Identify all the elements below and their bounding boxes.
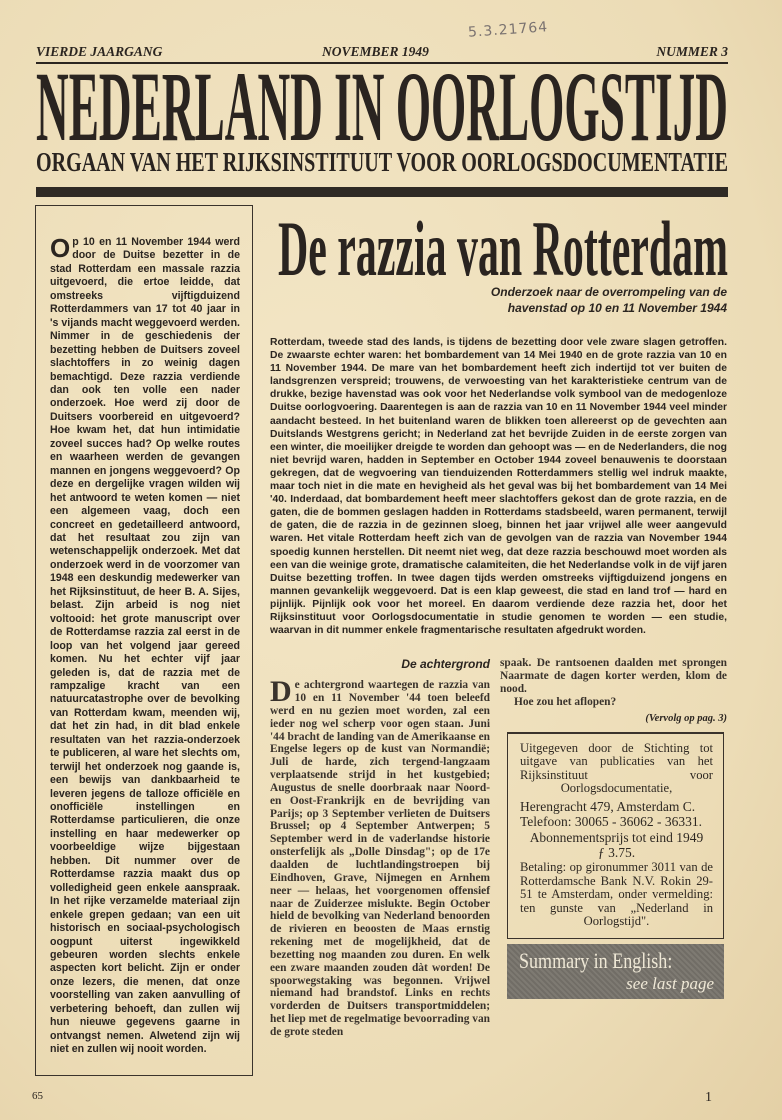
publisher-box <box>507 732 724 939</box>
tagline-text: ORGAAN VAN HET RIJKSINSTITUUT VOOR OORLOGSDOCUMENTATIE <box>36 148 728 176</box>
volume-label: VIERDE JAARGANG <box>36 44 163 59</box>
subtitle-line: Onderzoek naar de overrompeling van de <box>490 285 727 299</box>
article-columns <box>270 657 727 1039</box>
page-footer <box>32 1090 724 1120</box>
publisher-address: Herengracht 479, Amsterdam C. <box>520 798 696 814</box>
subtitle-line: havenstad op 10 en 11 November 1944 <box>507 300 727 315</box>
masthead-title: NEDERLAND IN OORLOGSTIJD <box>36 66 728 144</box>
section-column-2 <box>500 657 727 708</box>
article-subtitle <box>270 285 727 316</box>
article-title <box>278 215 728 279</box>
section-column-1-wrap <box>270 657 490 1039</box>
section-drop-cap: D <box>270 675 292 709</box>
intro-drop-cap: O <box>50 233 71 263</box>
handwritten-archive-code: 5.3.21764 <box>467 19 549 41</box>
payment-info: Betaling: op gironummer 3011 van de Rotterdamsche Bank N.V. Rokin 29-51 te Amsterdam, onder vermelding: ten gunste van „Nederland in Oorlogstijd". <box>520 859 713 929</box>
article-title-text: De razzia van Rotterdam <box>278 215 728 279</box>
page-number-right: 1 <box>705 1089 712 1105</box>
subscription-price: ƒ 3.75. <box>597 845 636 861</box>
section-heading: De achtergrond <box>401 657 490 672</box>
article-lead: Rotterdam, tweede stad des lands, is tijdens de bezetting door vele zware slagen getroffen. De zwaarste echter waren: het bombardement van 14 Mei 1940 en de grote razzia van 10 en 11 November 1944. De mare van het bombardement heeft zich indertijd tot ver buiten de landsgrenzen verspreid; trouwens, de verwoesting van het karakteristieke centrum van de drukke, bezige havenstad was ook voor het Nederlandse volk symbool van de medogenloze Duitse oorlogvoering. Daarentegen is aan de razzia van 10 en 11 November 1944 veel minder aandacht besteed. In het buitenland waren de blikken toen allereerst op de gevechten aan Duitslands Westgrens gericht; in Nederland zat het bevrijde Zuiden in de eerste zorgen van een winter, die moeilijker dreigde te worden dan gehoopt was — en de Nederlanders, die nog niet bevrijd waren, hadden in September en October 1944 zoveel benauwenis te doorstaan gekregen, dat de wegvoering van tienduizenden Rotterdammers stellig wel indruk maakte, maar toch niet in die mate en hevigheid als het geval was bij het bombardement van 14 Mei '40. Inderdaad, dat bombardement heeft meer slachtoffers gekost dan de grote razzia, en de gaten, die de bommen geslagen hadden in Rotterdams stadsbeeld, waren permanent, terwijl de gaten, die de razzia in de gezinnen sloeg, binnen het jaar vrijwel alle weer aangevuld waren. Het vitale Rotterdam heeft zich van de gevolgen van de razzia van November 1944 spoedig kunnen herstellen. Dit neemt niet weg, dat deze razzia beschouwd moet worden als een van die weinige grote, dramatische calamiteiten, die het Nederlandse volk in de vijf jaren Duitse bezetting troffen. In twee dagen tijds werden omstreeks vijftigduizend jongens en mannen gevankelijk weggevoerd. Dat is een klap geweest, die stad en land trof — hard en pijnlijk. Pijnlijk ook voor het moreel. En daarom verdiende deze razzia het, door het Rijksinstituut voor Oorlogsdocumentatie in studie genomen te worden — een studie, waarvan in dit nummer enkele fragmentarische resultaten afgedrukt worden. <box>270 337 727 637</box>
intro-body: p 10 en 11 November 1944 werd door de Duitse bezetter in de stad Rotterdam een massale razzia uitgevoerd, die ertoe leidde, dat omstreeks vijftigduizend Rotterdammers van 17 tot 40 jaar in 's vijands macht weggevoerd werden. Nimmer in de geschiedenis der bezetting hebben de Duitsers zoveel slachtoffers in zo weinig dagen bemachtigd. Deze razzia verdiende dan ook ten volle een nader onderzoek. Hoe werd zij door de Duitsers voorbereid en uitgevoerd? Hoe kwam het, dat hun intimidatie zoveel succes had? Op welke routes en waarheen werden de gevangen mannen en jongens weggevoerd? Op deze en dergelijke vragen wilden wij het antwoord te weten komen — niet een algemeen vaag, doch een concreet en gedetailleerd antwoord, dat het resultaat zou zijn van wetenschappelijk onderzoek. Met dat onderzoek werd in de voorzomer van 1948 een deskundig medewerker van het Rijksinstituut, de heer B. A. Sijes, belast. Zijn arbeid is nog niet voltooid: het grote manuscript over de Rotterdamse razzia zal eerst in de loop van het volgend jaar gereed komen. Nu het echter vijf jaar geleden is, dat de razzia met de rampzalige kracht van een natuurcatastrophe over de bevolking van Rotterdam kwam, meenden wij, dat het zin had, in dit blad enkele resultaten van het razzia-onderzoek te publiceren, al ware het slechts om, terwijl het onderzoek nog gaande is, een bewijs van dankbaarheid te leveren jegens de talloze officiële en onofficiële instellingen en Rotterdamse particulieren, die onze instelling en haar medewerker op voorbeeldige wijze bijgestaan hebben. Dit nummer over de Rotterdamse razzia maakt dus op volledigheid geen enkele aanspraak. In het rijke verzamelde materiaal zijn enkele grepen gedaan; van een uit historisch en sociaal-psychologisch oogpunt uiterst ingewikkeld gebeuren worden slechts enkele aspecten kort belicht. Zijn er onder onze lezers, die menen, dat onze voorstelling van zaken aanvulling of verbetering behoeft, dan zullen wij hun nieuwe gegevens gaarne in ontvangst nemen. Alwetend zijn wij niet en zullen wij nooit worden. <box>50 236 240 1056</box>
publisher-text: Uitgegeven door de Stichting tot uitgave van publicaties van het Rijksinstituut voor Oorlogsdocumentatie, <box>520 740 713 796</box>
section-text: spaak. De rantsoenen daalden met sprongen Naarmate de dagen korter werden, klom de nood. <box>500 657 727 695</box>
section-column-1 <box>270 675 490 1039</box>
section-column-2-wrap <box>500 657 727 999</box>
continued-link[interactable]: (Vervolg op pag. 3) <box>645 712 727 724</box>
page-content <box>35 0 727 1076</box>
subscription-label: Abonnementsprijs tot eind 1949 <box>529 829 704 845</box>
section-text: Hoe zou het aflopen? <box>514 695 617 708</box>
intro-text <box>50 233 240 1057</box>
publisher-phone: Telefoon: 30065 - 36062 - 36331. <box>520 814 703 830</box>
summary-box[interactable] <box>507 944 724 999</box>
intro-box <box>35 205 253 1076</box>
summary-link: see last page <box>626 973 714 993</box>
issue-date: NOVEMBER 1949 <box>322 44 429 59</box>
summary-title: Summary in English: <box>519 947 673 973</box>
page-number-left: 65 <box>32 1089 43 1102</box>
issue-number: NUMMER 3 <box>656 44 728 59</box>
article <box>270 205 727 1039</box>
section-text: e achtergrond waartegen de razzia van 10 en 11 November '44 toen beleefd werd en nu gezien moet worden, zal een ieder nog wel scherp voor ogen staan. Juni '44 bracht de landing van de Amerikaanse en Engelse legers op de kust van Normandië; Juli de harde, zich tergend-langzaam verplaatsende strijd in het kustgebied; Augustus de snelle doorbraak naar Noord- en Oost-Frankrijk en de bevrijding van Parijs; op 3 September verlieten de Duitsers Brussel; op 4 September Antwerpen; 5 September werd in de vaderlandse historie onsterfelijk als „Dolle Dinsdag"; op de 17e daalden de luchtlandingstroepen bij Eindhoven, Grave, Nijmegen en Arnhem neer — helaas, het voorgenomen offensief naar de Zuiderzee mislukte. Begin October hield de bevolking van Nederland benoorden de rivieren en beoosten de Maas ernstig rekening met de mogelijkheid, dat de bezetting nog maanden zou duren. En welk een zware maanden zouden dàt worden! De spoorwegstaking was begonnen. Vrijwel niemand had brandstof. Links en rechts vorderden de Duitsers transportmiddelen; het liep met de regelmatige bevoorrading van de grote steden <box>270 679 490 1038</box>
